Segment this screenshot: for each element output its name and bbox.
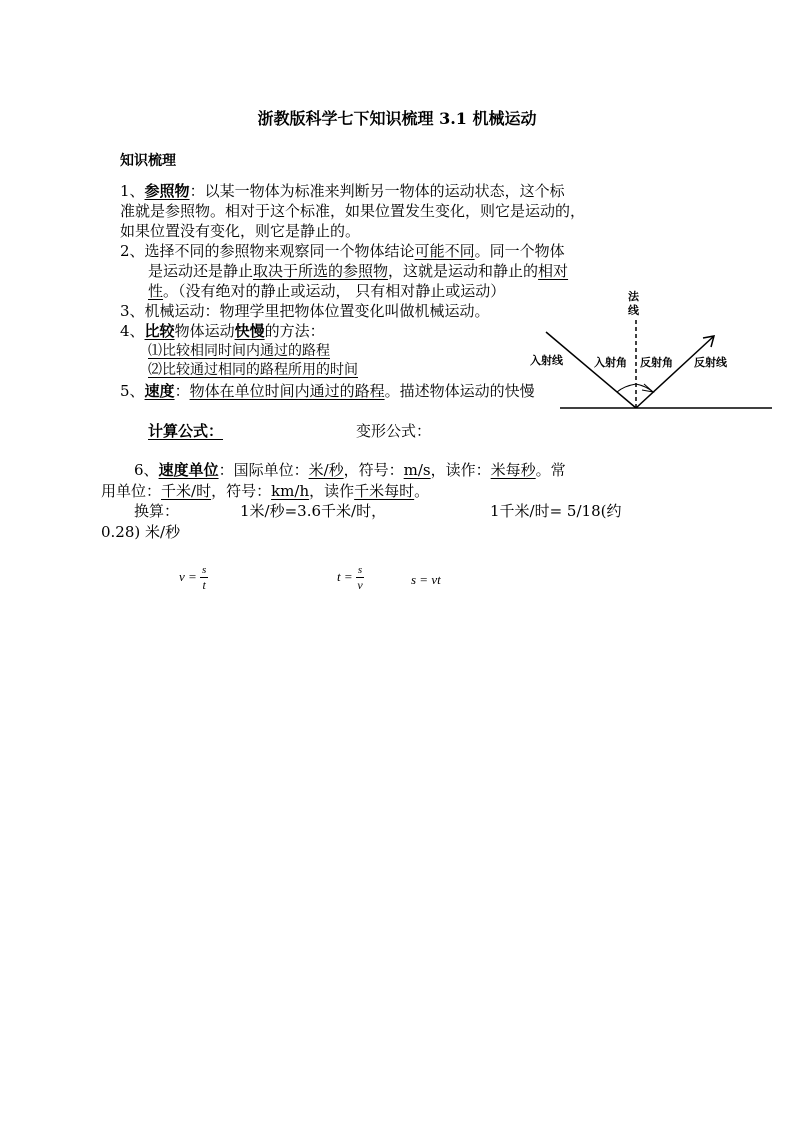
item-6-text-a: ：国际单位： [218, 461, 309, 479]
item-1-line-2: 准就是参照物。相对于这个标准，如果位置发生变化，则它是运动的， [120, 202, 586, 220]
read-kmh: 千米每时 [354, 482, 415, 500]
formula-time [337, 563, 364, 593]
formula-speed-denominator: t [202, 578, 206, 592]
item-2-text-d: ，这就是运动和静止的 [388, 262, 539, 280]
term-speed-unit: 速度单位 [158, 461, 219, 479]
item-6-text-f: ，符号： [211, 482, 272, 500]
calc-formula-text: 计算公式： [148, 422, 224, 440]
item-3 [120, 301, 490, 321]
conversion-2: 1千米/时= 5/18(约 [490, 502, 622, 520]
term-reference-object: 参照物 [144, 182, 190, 200]
label-normal-1: 法 [628, 290, 639, 303]
item-6-text-b: ，符号： [343, 461, 404, 479]
formula-speed-numerator: s [202, 564, 207, 576]
formula-speed-fraction [200, 563, 208, 593]
item-6-text-c: ，读作： [430, 461, 491, 479]
unit-kmh: 千米/时 [161, 482, 212, 500]
item-2-line-2 [148, 261, 568, 281]
item-4-compare: 比较 [144, 322, 175, 340]
term-speed: 速度 [144, 382, 175, 400]
item-4-text: 物体运动 [174, 322, 235, 340]
item-2-line-3 [148, 281, 505, 301]
item-4-number: 4、 [120, 322, 145, 340]
item-1-text: ：以某一物体为标准来判断另一物体的运动状态，这个标 [189, 182, 565, 200]
item-1-line-1 [120, 181, 565, 201]
item-4 [120, 321, 325, 341]
item-4-method: 的方法： [264, 322, 325, 340]
item-4-speed: 快慢 [234, 322, 265, 340]
item-5-rest: 。描述物体运动的快慢 [384, 382, 535, 400]
conversion-1: 1米/秒=3.6千米/时， [240, 502, 387, 520]
label-reflected-ray: 反射线 [694, 356, 727, 369]
formula-time-denominator: v [357, 578, 363, 592]
item-6-text-d: 。常 [535, 461, 566, 479]
item-6-line-1 [134, 460, 566, 480]
item-1-line-3: 如果位置没有变化，则它是静止的。 [120, 222, 361, 240]
label-incident-angle: 入射角 [594, 356, 627, 369]
item-6-text-g: ，读作 [309, 482, 355, 500]
item-2-underline-nature: 性 [148, 282, 164, 300]
item-4-sub-2-text: ⑵比较通过相同的路程所用的时间 [148, 362, 358, 378]
item-2-text-a: 选择不同的参照物来观察同一个物体结论 [144, 242, 415, 260]
reflected-ray-line [636, 336, 714, 408]
item-6-text-h: 。 [414, 482, 430, 500]
item-3-text: 机械运动：物理学里把物体位置变化叫做机械运动。 [144, 302, 490, 320]
incident-ray-line [546, 332, 636, 408]
label-normal-2: 线 [628, 304, 639, 317]
transform-formula-label: 变形公式： [356, 422, 432, 440]
conversion-label: 换算： [134, 502, 180, 520]
conversion-3: 0.28) 米/秒 [101, 523, 181, 541]
item-2-text-e: 。（没有绝对的静止或运动， 只有相对静止或运动） [163, 282, 506, 300]
formula-speed-lhs: v = [179, 568, 197, 584]
formula-time-lhs: t = [337, 568, 353, 584]
item-2-line-1 [120, 241, 565, 261]
read-mps: 米每秒 [490, 461, 536, 479]
formula-speed [179, 563, 208, 593]
item-2-number: 2、 [120, 242, 145, 260]
calc-formula-label [148, 421, 223, 441]
reflection-diagram [520, 280, 780, 415]
item-2-underline-relative: 相对 [538, 262, 569, 280]
page-title: 浙教版科学七下知识梳理 3.1 机械运动 [257, 109, 537, 128]
label-reflection-angle: 反射角 [640, 356, 673, 369]
unit-mps: 米/秒 [308, 461, 344, 479]
item-1-number: 1、 [120, 182, 145, 200]
formula-time-fraction [356, 563, 364, 593]
item-5 [120, 381, 535, 401]
item-5-number: 5、 [120, 382, 145, 400]
item-4-sub-1-text: ⑴比较相同时间内通过的路程 [148, 343, 330, 359]
incident-angle-arc [617, 384, 636, 392]
item-2-text-c: 是运动还是静止 [148, 262, 254, 280]
item-6-line-2 [101, 481, 429, 501]
symbol-kmh: km/h [271, 482, 310, 500]
item-2-underline-depends: 取决于所选的参照物 [253, 262, 389, 280]
section-heading: 知识梳理 [120, 153, 176, 169]
item-3-number: 3、 [120, 302, 145, 320]
item-5-colon: ： [174, 382, 190, 400]
item-2-text-b: 。同一个物体 [474, 242, 565, 260]
label-incident-ray: 入射线 [530, 354, 563, 367]
item-2-underline-may-differ: 可能不同 [414, 242, 475, 260]
item-6-text-e: 用单位： [101, 482, 162, 500]
item-6-number: 6、 [134, 461, 159, 479]
formula-distance: s = vt [411, 572, 441, 587]
item-4-sub-1 [148, 341, 330, 361]
item-4-sub-2 [148, 360, 358, 380]
formula-time-numerator: s [357, 564, 363, 576]
symbol-mps: m/s [403, 461, 431, 479]
item-5-definition: 物体在单位时间内通过的路程 [189, 382, 385, 400]
